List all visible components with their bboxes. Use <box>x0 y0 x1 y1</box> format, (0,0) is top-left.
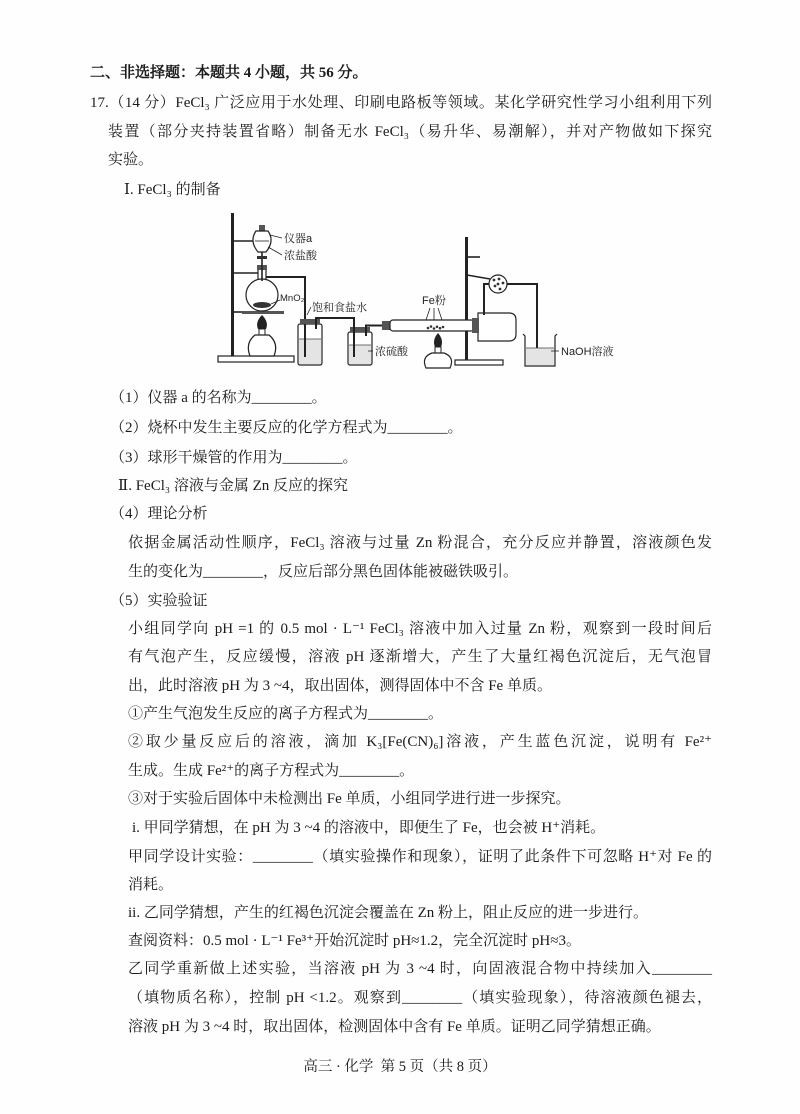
flame-right <box>434 333 442 347</box>
conc-hcl-leader <box>268 247 282 255</box>
alcohol-lamp-left <box>248 335 275 356</box>
q5-sub2-line-1: ②取少量反应后的溶液，滴加 K₃[Fe(CN)₆]溶液，产生蓝色沉淀，说明有 Fe²⁺ <box>128 734 712 750</box>
q5-line-2: 有气泡产生，反应缓慢，溶液 pH 逐渐增大，产生了大量红褐色沉淀后，无气泡冒 <box>128 649 712 665</box>
q5-ii-experiment-line-1: 乙同学重新做上述实验，当溶液 pH 为 3 ~4 时，向固液混合物中持续加入________ <box>128 961 712 977</box>
part2-heading: Ⅱ. FeCl₃ 溶液与金属 Zn 反应的探究 <box>118 478 349 494</box>
collection-vessel-stopper <box>472 318 479 333</box>
q17-intro-line-2: 装置（部分夹持装置省略）制备无水 FeCl₃（易升华、易潮解），并对产物做如下探究 <box>108 124 712 140</box>
part1-heading: Ⅰ. FeCl₃ 的制备 <box>124 182 221 198</box>
rubber-connector <box>382 321 390 330</box>
fe-pointer-1 <box>426 308 430 320</box>
fe-powder-dot <box>436 326 439 329</box>
q5-line-3: 出，此时溶液 pH 为 3 ~4，取出固体，测得固体中不含 Fe 单质。 <box>128 678 552 694</box>
drying-agent-granule <box>502 282 505 285</box>
fe-powder-dot <box>442 326 445 329</box>
flame-left <box>257 315 267 329</box>
q4-line-1: 依据金属活动性顺序，FeCl₃ 溶液与过量 Zn 粉混合，充分反应并静置，溶液颜色发 <box>128 535 712 551</box>
reaction-tube <box>390 320 474 331</box>
instrument-a-leader <box>270 235 282 238</box>
label-mno2: MnO₂ <box>280 293 305 304</box>
label-instrument-a: 仪器a <box>284 233 313 245</box>
right-stand-base <box>455 360 503 365</box>
q5-sub1: ①产生气泡发生反应的离子方程式为________。 <box>128 706 444 722</box>
q5-title: （5）实验验证 <box>110 593 208 609</box>
drying-agent-granule <box>494 285 497 288</box>
drying-agent-granule <box>498 278 501 281</box>
apparatus-diagram <box>210 205 630 375</box>
collection-vessel <box>478 313 516 341</box>
alcohol-lamp-left-neck <box>259 329 265 335</box>
right-stand-rod <box>465 237 468 361</box>
fe-powder-dot <box>433 327 436 330</box>
q5-ii-reference-data: 查阅资料：0.5 mol · L⁻¹ Fe³⁺开始沉淀时 pH≈1.2，完全沉淀时 pH≈3。 <box>128 933 581 949</box>
alcohol-lamp-right <box>424 353 451 368</box>
q5-sub3: ③对于实验后固体中未检测出 Fe 单质，小组同学进行进一步探究。 <box>128 791 571 807</box>
funnel-stopper <box>259 225 265 231</box>
fe-pointer-3 <box>438 308 442 320</box>
drying-agent-granule <box>497 283 500 286</box>
label-conc-hcl: 浓盐酸 <box>284 250 317 262</box>
q5-i-hypothesis: i. 甲同学猜想，在 pH 为 3 ~4 的溶液中，即便生了 Fe，也会被 H⁺消耗。 <box>132 820 606 836</box>
q2-text: （2）烧杯中发生主要反应的化学方程式为________。 <box>110 420 463 436</box>
fe-powder-dot <box>439 327 442 330</box>
section-heading: 二、非选择题：本题共 4 小题，共 56 分。 <box>90 65 368 81</box>
q5-i-experiment-line-2: 消耗。 <box>128 877 174 893</box>
q5-sub2-line-2: 生成。生成 Fe²⁺的离子方程式为________。 <box>128 763 415 779</box>
brine-label-leader <box>307 307 311 315</box>
mno2-solid <box>253 302 271 308</box>
q5-line-1: 小组同学向 pH =1 的 0.5 mol · L⁻¹ FeCl₃ 溶液中加入过量 Zn 粉，观察到一段时间后 <box>128 621 712 637</box>
fe-powder-dot <box>430 325 433 328</box>
naoh-liquid <box>526 348 554 365</box>
label-conc-sulfuric-acid: 浓硫酸 <box>375 346 408 358</box>
label-fe-powder: Fe粉 <box>422 295 446 307</box>
label-saturated-brine: 饱和食盐水 <box>312 302 367 314</box>
q17-intro-line-3: 实验。 <box>108 152 154 168</box>
page-footer: 高三 · 化学 第 5 页（共 8 页） <box>303 1059 497 1075</box>
q17-intro-line-1: 17.（14 分）FeCl₃ 广泛应用于水处理、印刷电路板等领域。某化学研究性学习小组利用下列 <box>90 95 712 111</box>
left-stand-rod <box>231 213 234 357</box>
tube-vessel-to-drying-tube <box>484 284 490 315</box>
right-iron-stand <box>455 237 503 365</box>
sulfuric-acid-liquid <box>349 345 371 364</box>
separatory-funnel <box>253 231 271 252</box>
label-naoh-solution: NaOH溶液 <box>561 346 614 358</box>
drying-tube-clamp <box>467 275 490 279</box>
q5-ii-hypothesis: ii. 乙同学猜想，产生的红褐色沉淀会覆盖在 Zn 粉上，阻止反应的进一步进行。 <box>128 905 649 921</box>
drying-agent-granule <box>493 279 496 282</box>
drying-agent-granule <box>499 288 502 291</box>
q3-text: （3）球形干燥管的作用为________。 <box>110 450 358 466</box>
q5-ii-experiment-line-3: 溶液 pH 为 3 ~4 时，取出固体，检测固体中含有 Fe 单质。证明乙同学猜想正确。 <box>128 1019 661 1035</box>
q5-ii-experiment-line-2: （填物质名称），控制 pH <1.2。观察到________（填实验现象），待溶液颜色褪去， <box>128 990 712 1006</box>
fe-powder-dot <box>427 327 430 330</box>
left-stand-base <box>218 356 294 362</box>
brine-liquid <box>299 339 321 364</box>
q1-text: （1）仪器 a 的名称为________。 <box>110 390 327 406</box>
alcohol-lamp-right-neck <box>435 347 441 353</box>
funnel-stopcock <box>257 256 267 259</box>
q4-line-2: 生的变化为________，反应后部分黑色固体能被磁铁吸引。 <box>128 564 519 580</box>
q4-title: （4）理论分析 <box>110 506 208 522</box>
q5-i-experiment-line-1: 甲同学设计实验：________（填实验操作和现象），证明了此条件下可忽略 H⁺对 Fe 的 <box>128 849 712 865</box>
